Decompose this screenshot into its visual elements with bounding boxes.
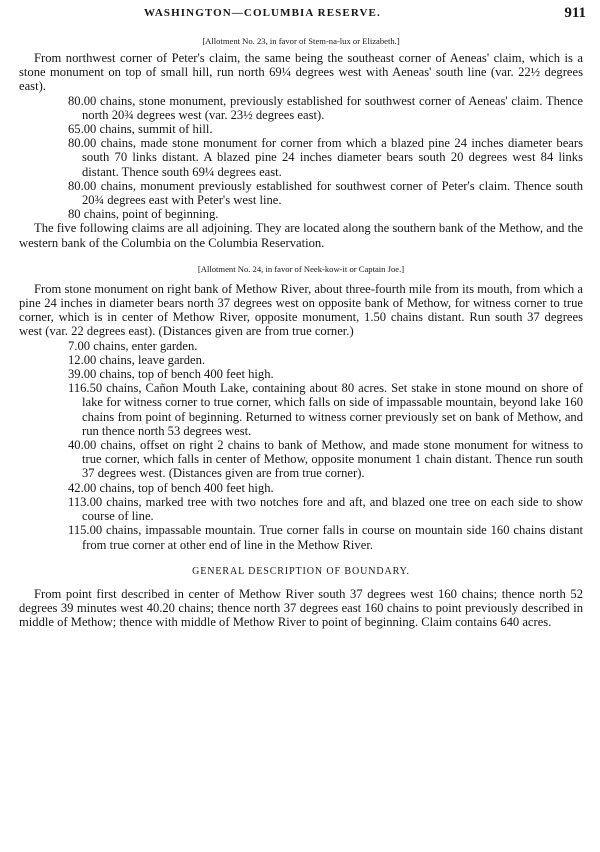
allotment-23-call: 80.00 chains, stone monument, previously established for southwest corner of Aeneas' claim. Thence north 20¾ degrees west (var. 23½ degrees east). [68, 93, 583, 122]
allotment-23-call: 65.00 chains, summit of hill. [68, 122, 213, 137]
allotment-23-call: 80 chains, point of beginning. [68, 207, 219, 222]
allotment-24-call: 42.00 chains, top of bench 400 feet high. [68, 480, 274, 495]
allotment-24-call: 113.00 chains, marked tree with two notches fore and aft, and blazed one tree on each side to show course of line. [68, 494, 583, 524]
allotment-24-call: 7.00 chains, enter garden. [68, 338, 198, 353]
allotment-24-call: 116.50 chains, Cañon Mouth Lake, containing about 80 acres. Set stake in stone mound on shore of lake for witness corner to true corner, which falls on side of impassable mountain, beyond lake 160 chains from point of beginning. Returned to witness corner previously set on bank of Methow, and run thence north 53 degrees west. [68, 381, 583, 438]
page-number: 911 [564, 5, 586, 21]
page-body [19, 36, 583, 629]
allotment-24-intro: From stone monument on right bank of Methow River, about three-fourth mile from its mouth, from which a pine 24 inches in diameter bears north 37 degrees west on opposite bank of Methow, for witness corner to true corner, which is in center of Methow River, opposite monument, 1.50 chains distant. Run south 37 degrees west (var. 22 degrees east). (Distances given are from true corner.) [19, 281, 583, 339]
boundary-description: From point first described in center of Methow River south 37 degrees west 160 chains; thence north 52 degrees 39 minutes west 40.20 chains; thence north 37 degrees east 160 chains to point previously described in middle of Methow; thence with middle of Methow River to point of beginning. Claim contains 640 acres. [19, 586, 583, 630]
header-title: WASHINGTON—COLUMBIA RESERVE. [144, 7, 381, 19]
running-header [0, 5, 600, 25]
allotment-24-caption: [Allotment No. 24, in favor of Neek-kow-it or Captain Joe.] [197, 263, 405, 274]
allotment-24-call: 39.00 chains, top of bench 400 feet high. [68, 367, 274, 382]
allotment-24-call: 40.00 chains, offset on right 2 chains to bank of Methow, and made stone monument for witness to true corner, which falls in center of Methow, opposite monument 1 chain distant. Thence run south 37 degrees west. (Distances given are from true corner). [68, 438, 583, 481]
allotment-23-call: 80.00 chains, made stone monument for corner from which a blazed pine 24 inches diameter bears south 70 links distant. A blazed pine 24 inches diameter bears south 20 degrees west 84 links distant. Thence south 69¼ degrees east. [68, 136, 583, 179]
allotment-24-call: 115.00 chains, impassable mountain. True corner falls in course on mountain side 160 chains distant from true corner at other end of line in the Methow River. [68, 523, 583, 552]
allotment-23-call: 80.00 chains, monument previously established for southwest corner of Peter's claim. Thence south 20¾ degrees east with Peter's west line. [68, 178, 583, 208]
allotment-23-intro: From northwest corner of Peter's claim, the same being the southeast corner of Aeneas' claim, which is a stone monument on top of small hill, run north 69¼ degrees west with Aeneas' south line (var. 22½ degrees east). [19, 51, 583, 94]
adjoining-claims-note: The five following claims are all adjoining. They are located along the southern bank of the Methow, and the western bank of the Columbia on the Columbia Reservation. [19, 221, 583, 250]
allotment-23-caption: [Allotment No. 23, in favor of Stem-na-lux or Elizabeth.] [202, 36, 400, 46]
allotment-24-call: 12.00 chains, leave garden. [68, 352, 206, 367]
boundary-heading: GENERAL DESCRIPTION OF BOUNDARY. [192, 565, 410, 577]
